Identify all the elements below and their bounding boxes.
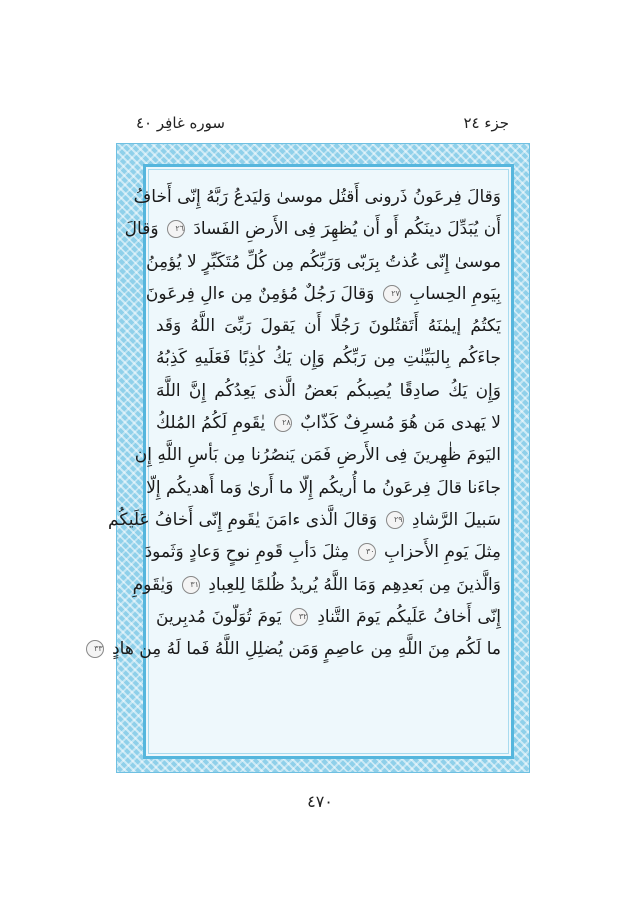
verse-text: وَالَّذينَ مِن بَعدِهِم وَمَا اللَّهُ يُريدُ ظُلمًا لِلعِبادِ xyxy=(208,574,501,595)
verse-line xyxy=(145,278,501,310)
verse-text-continued: وَقالَ الَّذى ءامَنَ يٰقَومِ إِنّى أَخافُ عَلَيكُم xyxy=(108,509,378,530)
verse-line xyxy=(124,213,501,245)
verse-text: ما لَكُم مِنَ اللَّهِ مِن عاصِمٍ وَمَن يُضلِلِ اللَّهُ فَما لَهُ مِن هادٍ xyxy=(112,639,501,660)
verse-text: وَإِن يَكُ صادِقًا يُصِبكُم بَعضُ الَّذى يَعِدُكُم إِنَّ اللَّهَ xyxy=(156,380,501,401)
verse-number-marker: ٢٦ xyxy=(167,220,185,238)
verse-number-marker: ٣٠ xyxy=(358,543,376,561)
verse-text: جاءَكُم بِالبَيِّنٰتِ مِن رَبِّكُم وَإِن يَكُ كٰذِبًا فَعَلَيهِ كَذِبُهُ xyxy=(156,348,501,369)
verse-line xyxy=(108,504,501,536)
verse-text: موسىٰ إِنّى عُذتُ بِرَبّى وَرَبِّكُم مِن كُلِّ مُتَكَبِّرٍ لا يُؤمِنُ xyxy=(146,251,501,272)
verse-line xyxy=(133,181,501,213)
verse-text: لا يَهدى مَن هُوَ مُسرِفٌ كَذّابٌ xyxy=(300,413,501,434)
page-number: ٤٧٠ xyxy=(307,792,333,811)
verse-text: إِنّى أَخافُ عَلَيكُم يَومَ التَّنادِ xyxy=(317,606,502,627)
verse-line xyxy=(132,569,501,601)
verse-text: يَكتُمُ إيمٰنَهُ أَتَقتُلونَ رَجُلًا أَن يَقولَ رَبِّىَ اللَّهُ وَقَد xyxy=(156,316,501,337)
verse-text: سَبيلَ الرَّشادِ xyxy=(411,509,501,530)
surah-title: سوره غافِر ٤٠ xyxy=(136,114,225,132)
verse-line xyxy=(156,375,501,407)
verse-number-marker: ٢٨ xyxy=(274,414,292,432)
juz-label: جزء ٢٤ xyxy=(463,114,509,132)
verse-text: مِثلَ يَومِ الأَحزابِ xyxy=(384,542,501,563)
verse-text-continued: يَومَ تُوَلّونَ مُدبِرينَ xyxy=(156,606,282,627)
verse-line xyxy=(156,601,501,633)
verse-line xyxy=(94,633,501,665)
decorative-border xyxy=(94,143,530,773)
verse-number-marker: ٣٣ xyxy=(86,640,104,658)
verse-number-marker: ٣١ xyxy=(182,576,200,594)
verse-number-marker: ٣٢ xyxy=(290,608,308,626)
verse-line xyxy=(146,246,501,278)
verse-line xyxy=(144,536,501,568)
verse-line xyxy=(134,439,501,471)
verse-text-continued: يٰقَومِ لَكُمُ المُلكُ xyxy=(156,413,266,434)
verse-lines xyxy=(94,181,502,665)
text-panel xyxy=(94,164,514,759)
verse-text: جاءَنا قالَ فِرعَونُ ما أُريكُم إِلّا ما أَرىٰ وَما أَهديكُم إِلّا xyxy=(146,477,501,498)
verse-line xyxy=(146,472,501,504)
verse-text: أَن يُبَدِّلَ دينَكُم أَو أَن يُظهِرَ فِى الأَرضِ الفَسادَ xyxy=(193,219,501,240)
page-header xyxy=(130,114,515,140)
verse-text-continued: مِثلَ دَأبِ قَومِ نوحٍ وَعادٍ وَثَمودَ xyxy=(144,542,350,563)
verse-text-continued: وَيٰقَومِ xyxy=(132,574,174,595)
verse-text: اليَومَ ظٰهِرينَ فِى الأَرضِ فَمَن يَنصُرُنا مِن بَأسِ اللَّهِ إِن xyxy=(134,445,501,466)
verse-line xyxy=(156,310,501,342)
verse-text: بِيَومِ الحِسابِ xyxy=(409,283,501,304)
verse-number-marker: ٢٧ xyxy=(383,285,401,303)
verse-line xyxy=(156,342,501,374)
verse-number-marker: ٢٩ xyxy=(386,511,404,529)
verse-text: وَقالَ فِرعَونُ ذَرونى أَقتُل موسىٰ وَليَدعُ رَبَّهُ إِنّى أَخافُ xyxy=(133,187,501,207)
verse-text-continued: وَقالَ رَجُلٌ مُؤمِنٌ مِن ءالِ فِرعَونَ xyxy=(145,283,375,304)
verse-text-continued: وَقالَ xyxy=(124,219,159,240)
verse-line xyxy=(156,407,501,439)
